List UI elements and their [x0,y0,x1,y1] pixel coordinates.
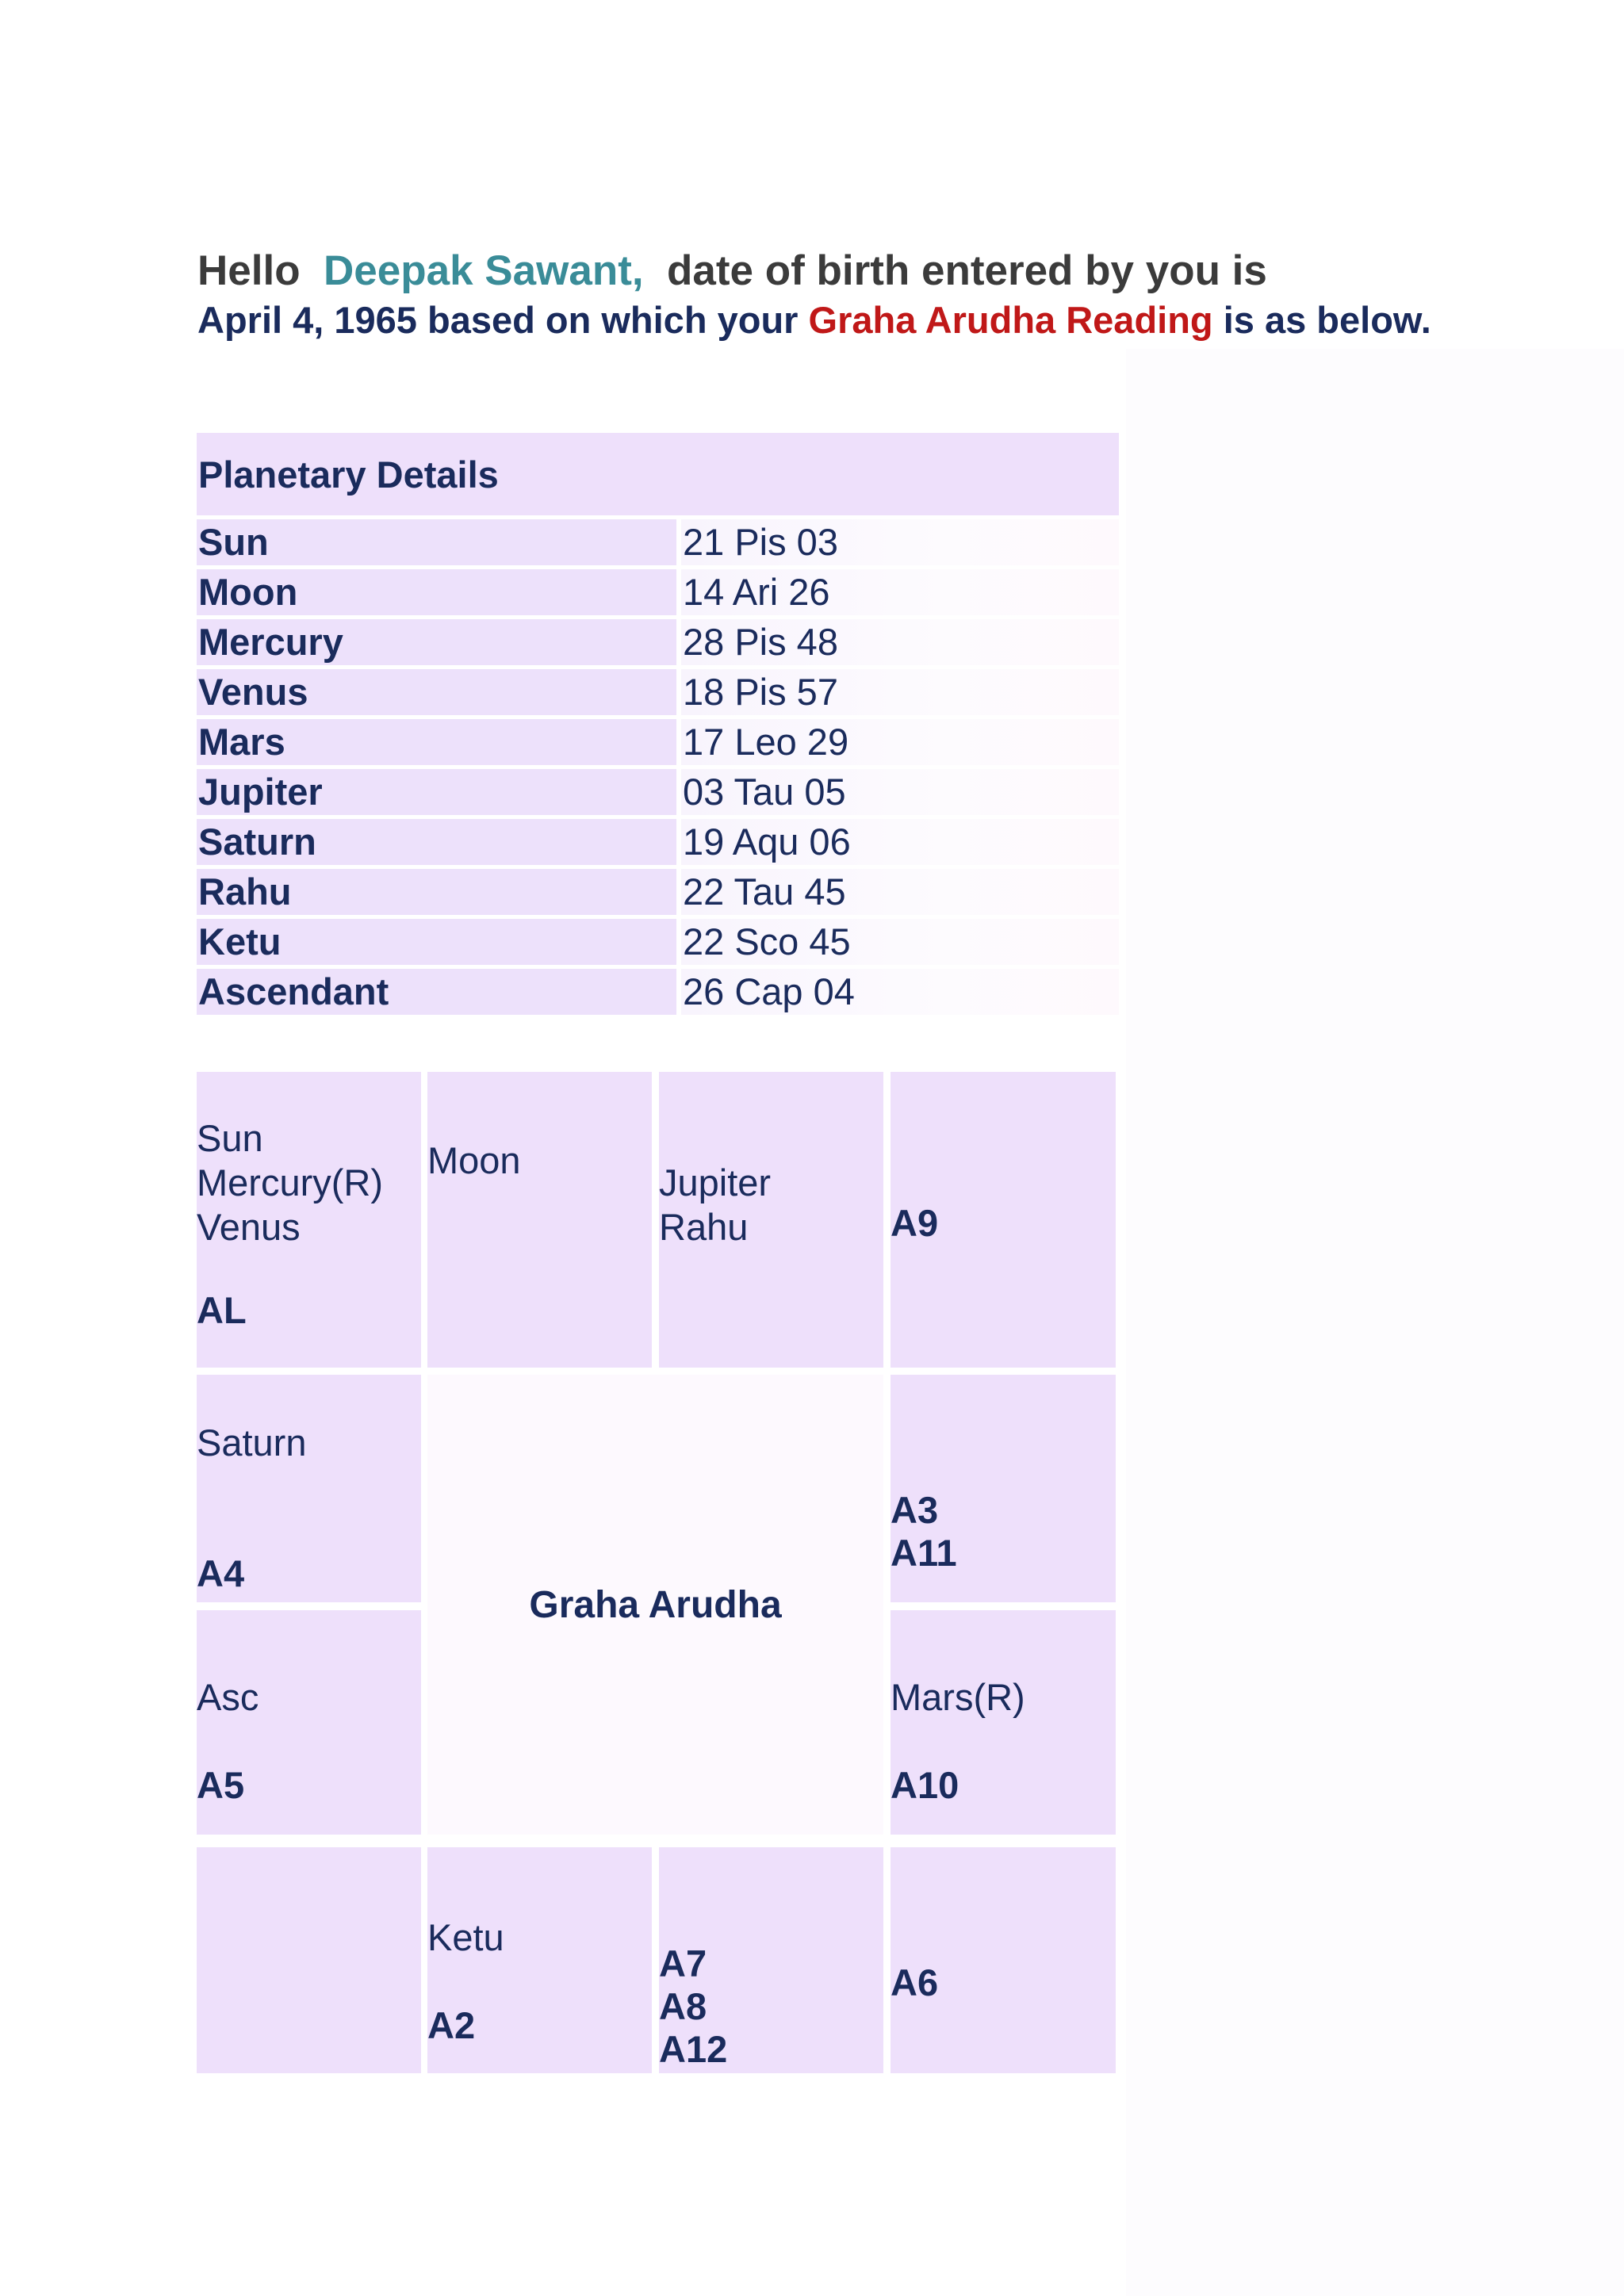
chart-cell-scorpio [427,1847,652,2073]
planet-position: 17 Leo 29 [681,719,1119,765]
planet-name: Jupiter [197,769,676,815]
cell-arudhas: A6 [891,1961,939,2003]
chart-cell-taurus [659,1072,883,1368]
table-row [197,565,1119,615]
planet-name: Mars [197,719,676,765]
cell-arudhas: A9 [891,1202,939,1244]
planet-name: Ascendant [197,969,676,1015]
page-background-tint [1126,349,1624,2296]
intro-line-2 [197,298,1434,342]
chart-cell-libra [659,1847,883,2073]
chart-center-label: Graha Arudha [529,1583,782,1626]
cell-arudhas: AL [197,1289,247,1331]
hello-text: Hello [197,247,301,294]
table-row [197,515,1119,565]
chart-cell-pisces [197,1072,421,1368]
chart-cell-sagittarius [197,1847,421,2073]
table-row [197,665,1119,715]
planet-position: 14 Ari 26 [681,569,1119,615]
planet-name: Ketu [197,919,676,965]
planet-position: 22 Sco 45 [681,919,1119,965]
cell-planets: Ketu [427,1916,504,1958]
planet-name: Rahu [197,869,676,915]
planet-position: 21 Pis 03 [681,519,1119,565]
chart-cell-capricorn [197,1610,421,1835]
graha-arudha-chart [197,1072,1119,2075]
cell-planets: Asc [197,1676,259,1718]
intro-text [197,244,1434,342]
planet-position: 26 Cap 04 [681,969,1119,1015]
planet-position: 03 Tau 05 [681,769,1119,815]
planet-name: Sun [197,519,676,565]
planet-position: 22 Tau 45 [681,869,1119,915]
cell-arudhas: A2 [427,2004,476,2046]
cell-arudhas: A4 [197,1552,245,1594]
chart-cell-aquarius [197,1375,421,1602]
intro-suffix: is as below. [1223,299,1431,341]
cell-planets: Mars(R) [891,1676,1025,1718]
chart-cell-gemini [891,1072,1116,1368]
chart-cell-cancer [891,1375,1116,1602]
cell-arudhas: A5 [197,1764,245,1806]
table-row [197,765,1119,815]
table-row [197,865,1119,915]
table-row [197,815,1119,865]
cell-arudhas: A10 [891,1764,959,1806]
cell-planets: Sun Mercury(R) Venus [197,1117,383,1248]
table-row [197,715,1119,765]
table-row [197,915,1119,965]
table-row [197,615,1119,665]
planet-name: Saturn [197,819,676,865]
reading-title: Graha Arudha Reading [808,299,1213,341]
intro-line-1 [197,244,1434,298]
cell-planets: Moon [427,1139,521,1181]
planetary-details-table [197,433,1119,1015]
planetary-details-title: Planetary Details [197,433,1119,515]
cell-planets: Saturn [197,1422,307,1464]
cell-planets: Jupiter Rahu [659,1161,772,1248]
chart-cell-leo [891,1610,1116,1835]
planet-position: 19 Aqu 06 [681,819,1119,865]
chart-cell-aries [427,1072,652,1368]
planet-name: Mercury [197,619,676,665]
planetary-details-rows [197,515,1119,1015]
chart-cell-virgo [891,1847,1116,2073]
chart-center [427,1375,883,1835]
table-row [197,965,1119,1015]
cell-arudhas: A7 A8 A12 [659,1942,728,2070]
cell-arudhas: A3 A11 [891,1489,957,1574]
planet-position: 18 Pis 57 [681,669,1119,715]
planet-name: Venus [197,669,676,715]
dob-intro-text: date of birth entered by you is [667,247,1267,294]
planet-name: Moon [197,569,676,615]
planet-position: 28 Pis 48 [681,619,1119,665]
dob-text: April 4, 1965 based on which your [197,299,799,341]
user-name: Deepak Sawant, [324,247,644,294]
